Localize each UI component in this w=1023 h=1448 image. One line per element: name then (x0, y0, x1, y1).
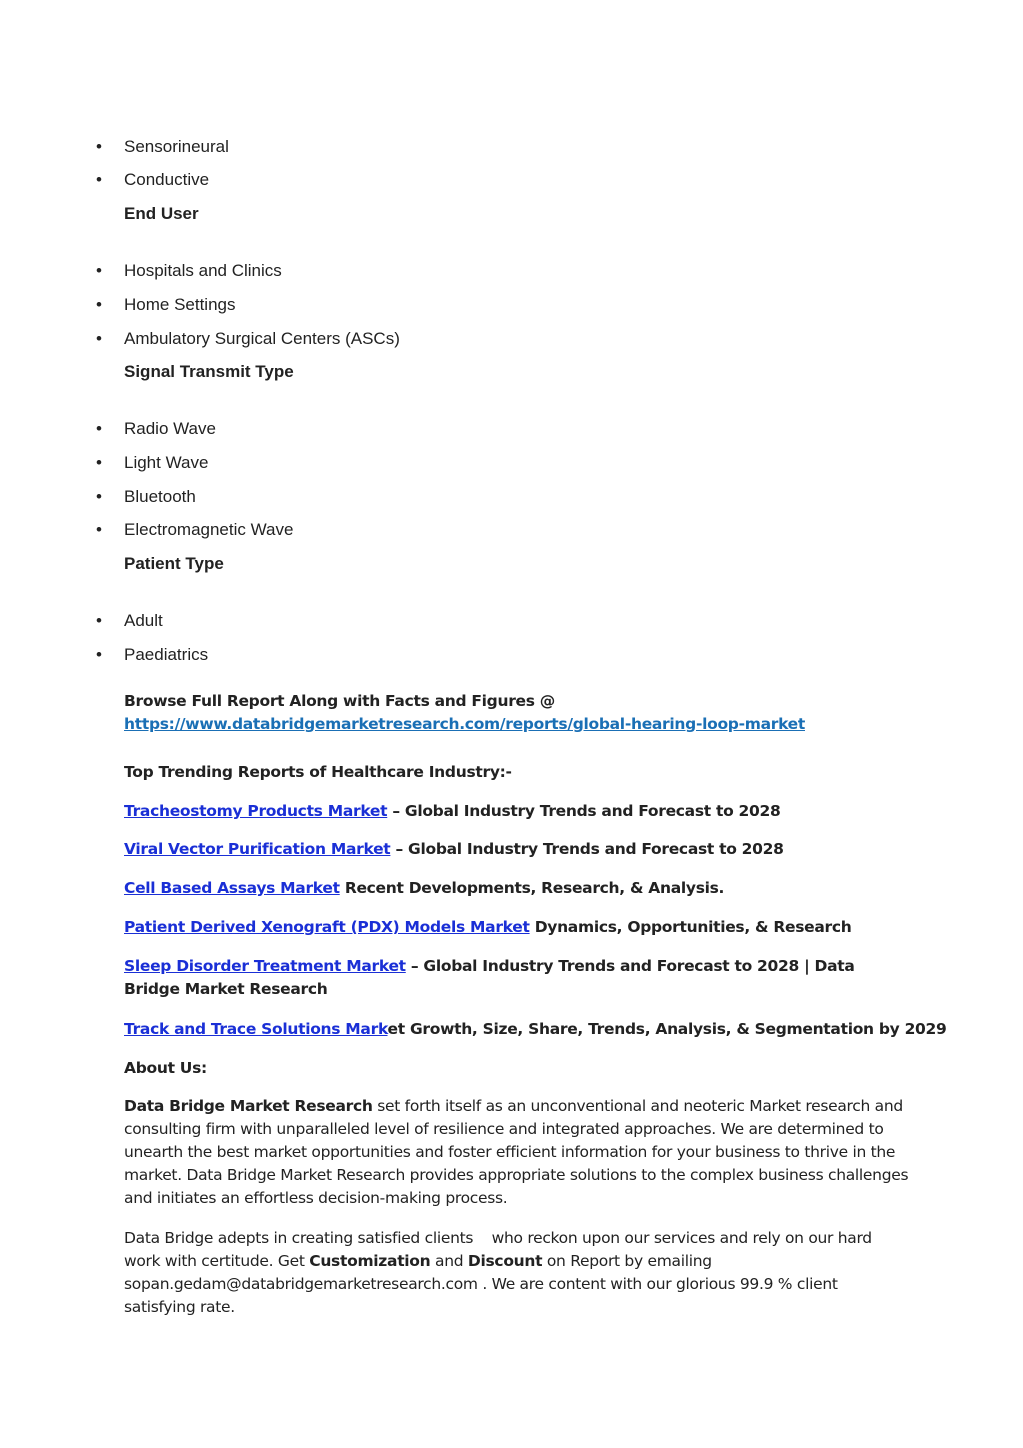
report-description: – Global Industry Trends and Forecast to 2028 | Data Bridge Market Research (124, 957, 855, 998)
about-text: set forth itself as an unconventional and neoteric Market research and consulting firm with unparalleled level of resilience and integrated approaches. We are determined to unearth the best market opportunities and foster efficient information for your business to thrive in the market. Data Bridge Market Research provides appropriate solutions to the complex business challenges and initiates an effortless decision-making process. (124, 1097, 909, 1207)
contact-paragraph (124, 1227, 899, 1319)
report-description: Dynamics, Opportunities, & Research (529, 918, 852, 936)
report-link-viral-vector[interactable]: Viral Vector Purification Market (124, 840, 391, 858)
contact-text: on Report by emailing sopan.gedam@databridgemarketresearch.com . We are content with our glorious 99.9 % client satisfying rate. (124, 1252, 838, 1316)
contact-text: and (430, 1252, 468, 1270)
list-item-label: Hospitals and Clinics (124, 261, 282, 280)
about-heading: About Us: (124, 1059, 207, 1077)
report-url-link[interactable]: https://www.databridgemarketresearch.com/reports/global-hearing-loop-market (124, 715, 805, 733)
list-item-label: Adult (124, 611, 163, 630)
trending-report (124, 1018, 947, 1041)
list-item-label: Bluetooth (124, 487, 196, 506)
trending-report (124, 800, 914, 823)
bullet-icon: • (96, 611, 102, 630)
bullet-icon: • (96, 419, 102, 438)
list-item-label: Sensorineural (124, 137, 229, 156)
bullet-icon: • (96, 329, 102, 348)
report-link-tracheostomy[interactable]: Tracheostomy Products Market (124, 802, 388, 820)
list-item-label: Electromagnetic Wave (124, 520, 294, 539)
list-item-label: Radio Wave (124, 419, 216, 438)
browse-report-label: Browse Full Report Along with Facts and Figures @ (124, 692, 555, 710)
company-name: Data Bridge Market Research (124, 1097, 373, 1115)
report-description: et Growth, Size, Share, Trends, Analysis, & Segmentation by 2029 (387, 1020, 947, 1038)
report-description: – Global Industry Trends and Forecast to 2028 (390, 840, 784, 858)
trending-report (124, 955, 884, 1001)
bullet-icon: • (96, 645, 102, 664)
report-link-cell-based-assays[interactable]: Cell Based Assays Market (124, 879, 340, 897)
list-item-label: Home Settings (124, 295, 236, 314)
list-item-label: Paediatrics (124, 645, 209, 664)
section-heading-end-user: End User (124, 204, 199, 223)
discount-label: Discount (467, 1252, 543, 1270)
bullet-icon: • (96, 453, 102, 472)
about-paragraph (124, 1095, 909, 1210)
report-link-pdx-models[interactable]: Patient Derived Xenograft (PDX) Models Market (124, 918, 530, 936)
bullet-icon: • (96, 487, 102, 506)
report-description: – Global Industry Trends and Forecast to 2028 (387, 802, 781, 820)
section-heading-patient-type: Patient Type (124, 554, 224, 573)
list-item-label: Ambulatory Surgical Centers (ASCs) (124, 329, 400, 348)
trending-report (124, 877, 914, 900)
report-link-track-and-trace[interactable]: Track and Trace Solutions Mark (124, 1020, 388, 1038)
list-item-label: Conductive (124, 170, 210, 189)
report-url-line (124, 713, 914, 736)
section-heading-signal-transmit-type: Signal Transmit Type (124, 362, 294, 381)
trending-report (124, 916, 914, 939)
contact-text: Data Bridge adepts in creating satisfied clients who reckon upon our services and rely on our hard work with certitude. Get (124, 1229, 872, 1270)
bullet-icon: • (96, 137, 102, 156)
trending-report (124, 838, 914, 861)
bullet-icon: • (96, 520, 102, 539)
trending-heading: Top Trending Reports of Healthcare Industry:- (124, 763, 512, 781)
report-description: Recent Developments, Research, & Analysis. (339, 879, 725, 897)
list-item-label: Light Wave (124, 453, 209, 472)
bullet-icon: • (96, 170, 102, 189)
bullet-icon: • (96, 261, 102, 280)
report-link-sleep-disorder[interactable]: Sleep Disorder Treatment Market (124, 957, 406, 975)
customization-label: Customization (309, 1252, 431, 1270)
bullet-icon: • (96, 295, 102, 314)
